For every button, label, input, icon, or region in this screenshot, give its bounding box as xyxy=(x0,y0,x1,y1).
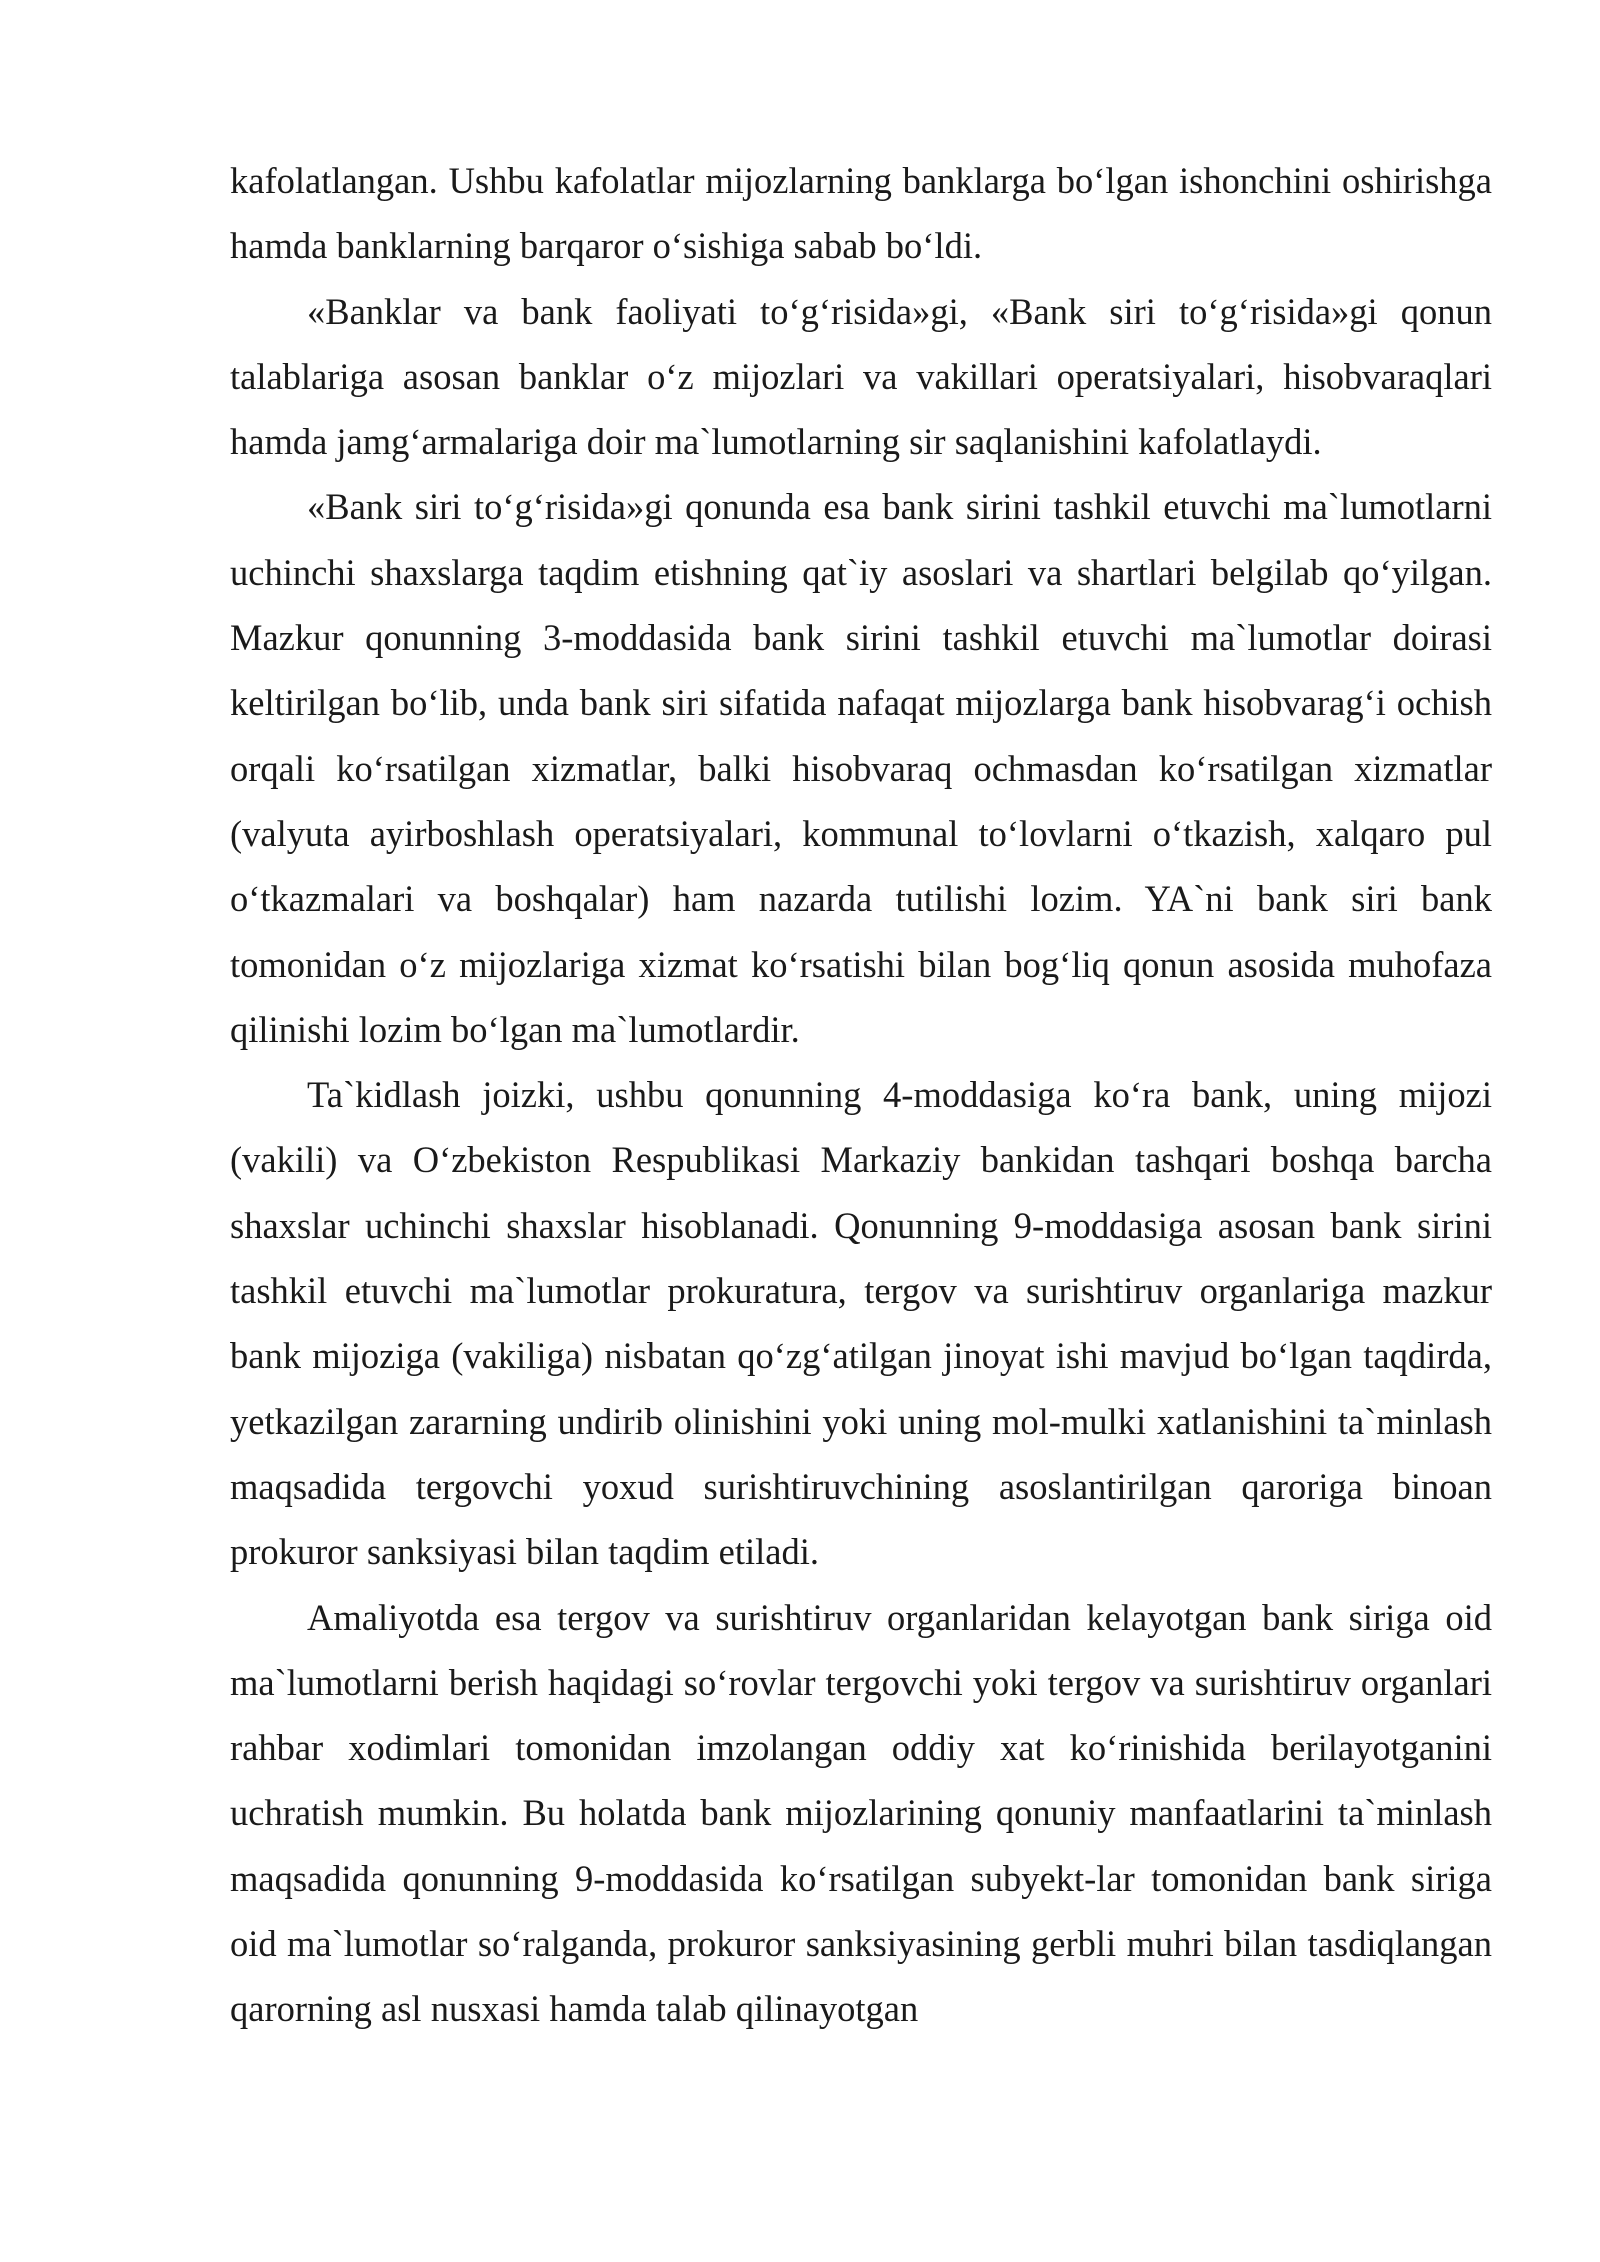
paragraph-3: «Bank siri to‘g‘risida»gi qonunda esa bank sirini tashkil etuvchi ma`lumotlarni uchinchi shaxslarga taqdim etishning qat`iy asoslari va shartlari belgilab qo‘yilgan. Mazkur qonunning 3-moddasida bank sirini tashkil etuvchi ma`lumotlar doirasi keltirilgan bo‘lib, unda bank siri sifatida nafaqat mijozlarga bank hisobvarag‘i ochish orqali ko‘rsatilgan xizmatlar, balki hisobvaraq ochmasdan ko‘rsatilgan xizmatlar (valyuta ayirboshlash operatsiyalari, kommunal to‘lovlarni o‘tkazish, xalqaro pul o‘tkazmalari va boshqalar) ham nazarda tutilishi lozim. YA`ni bank siri bank tomonidan o‘z mijozlariga xizmat ko‘rsatishi bilan bog‘liq qonun asosida muhofaza qilinishi lozim bo‘lgan ma`lumotlardir. xyxy=(230,486,1492,1050)
paragraph-4: Ta`kidlash joizki, ushbu qonunning 4-moddasiga ko‘ra bank, uning mijozi (vakili) va O‘zbekiston Respublikasi Markaziy bankidan tashqari boshqa barcha shaxslar uchinchi shaxslar hisoblanadi. Qonunning 9-moddasiga asosan bank sirini tashkil etuvchi ma`lumotlar prokuratura, tergov va surishtiruv organlariga mazkur bank mijoziga (vakiliga) nisbatan qo‘zg‘atilgan jinoyat ishi mavjud bo‘lgan taqdirda, yetkazilgan zararning undirib olinishini yoki uning mol-mulki xatlanishini ta`minlash maqsadida tergovchi yoxud surishtiruvchining asoslantirilgan qaroriga binoan prokuror sanksiyasi bilan taqdim etiladi. xyxy=(230,1074,1492,1573)
document-page xyxy=(230,148,1492,2042)
paragraph-5: Amaliyotda esa tergov va surishtiruv organlaridan kelayotgan bank siriga oid ma`lumotlarni berish haqidagi so‘rovlar tergovchi yoki tergov va surishtiruv organlari rahbar xodimlari tomonidan imzolangan oddiy xat ko‘rinishida berilayotganini uchratish mumkin. Bu holatda bank mijozlarining qonuniy manfaatlarini ta`minlash maqsadida qonunning 9-moddasida ko‘rsatilgan subyekt-lar tomonidan bank siriga oid ma`lumotlar so‘ralganda, prokuror sanksiyasining gerbli muhri bilan tasdiqlangan qarorning asl nusxasi hamda talab qilinayotgan xyxy=(230,1596,1492,2030)
paragraph-1: kafolatlangan. Ushbu kafolatlar mijozlarning banklarga bo‘lgan ishonchini oshirishga hamda banklarning barqaror o‘sishiga sabab bo‘ldi. xyxy=(230,160,1492,267)
paragraph-2: «Banklar va bank faoliyati to‘g‘risida»gi, «Bank siri to‘g‘risida»gi qonun talablariga asosan banklar o‘z mijozlari va vakillari operatsiyalari, hisobvaraqlari hamda jamg‘armalariga doir ma`lumotlarning sir saqlanishini kafolatlaydi. xyxy=(230,290,1492,463)
